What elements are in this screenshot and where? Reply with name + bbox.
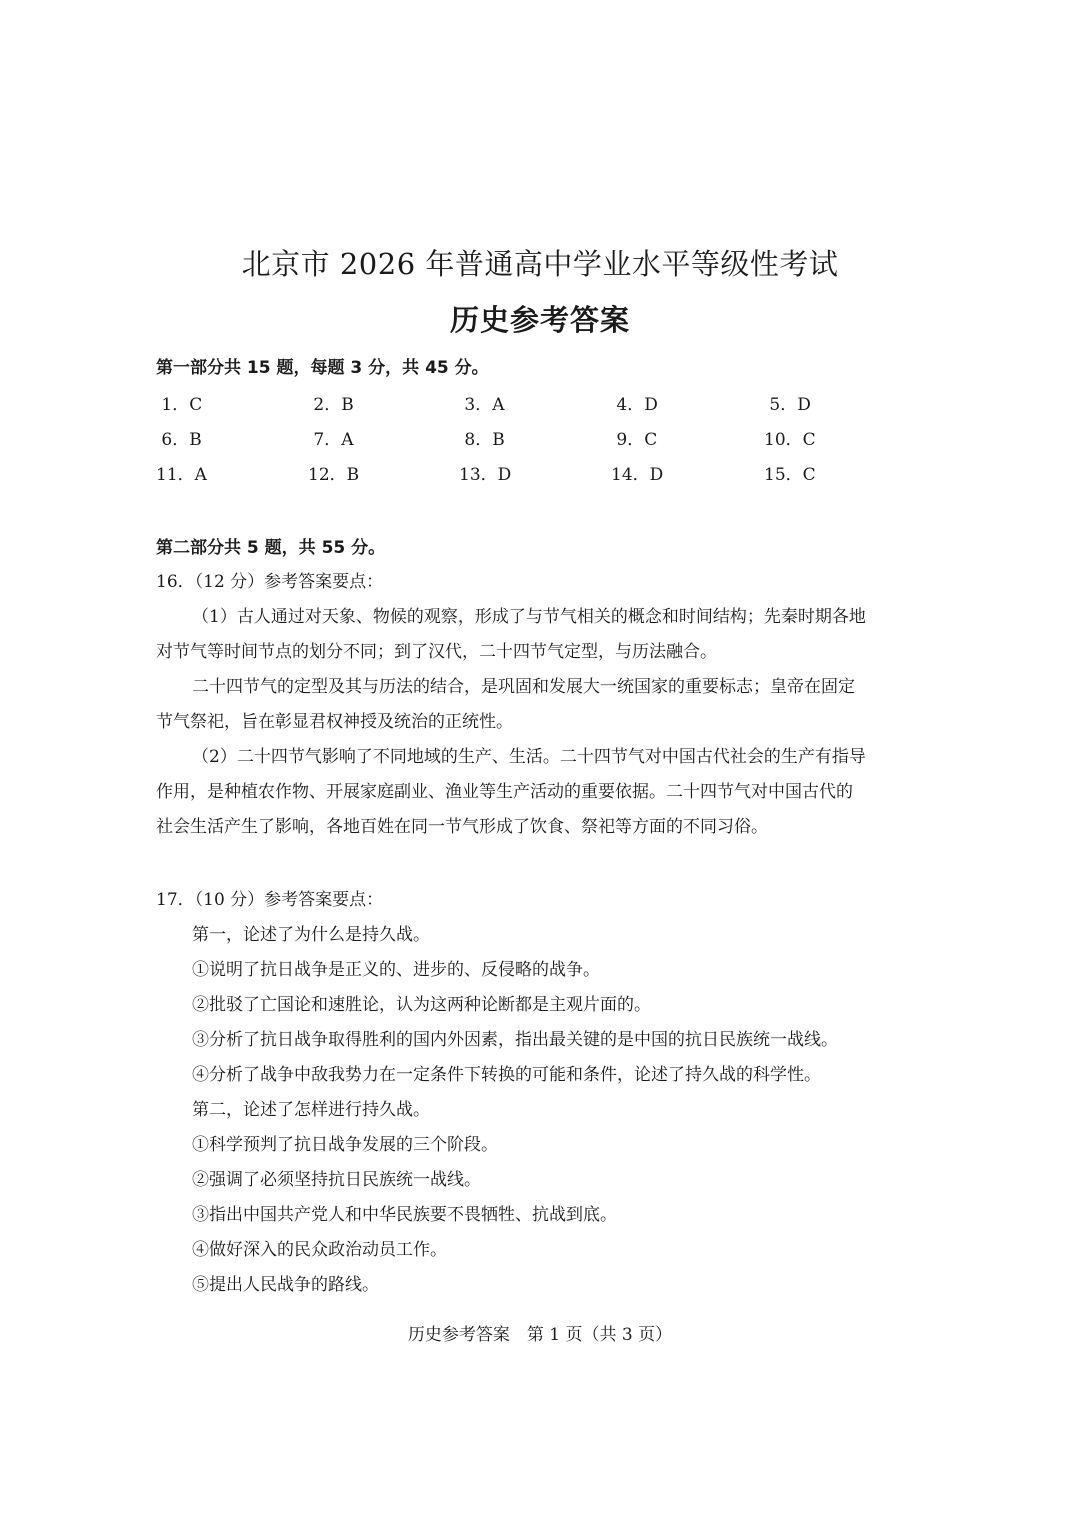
answer-point: ②强调了必须坚持抗日民族统一战线。 bbox=[192, 1170, 481, 1190]
answer-point: ③分析了抗日战争取得胜利的国内外因素，指出最关键的是中国的抗日民族统一战线。 bbox=[192, 1030, 838, 1050]
question-17 bbox=[156, 883, 926, 1303]
answer-grid bbox=[156, 392, 856, 497]
answer-item: 3．A bbox=[459, 395, 505, 415]
answer-paragraph-line: 二十四节气的定型及其与历法的结合，是巩固和发展大一统国家的重要标志；皇帝在固定 bbox=[192, 677, 855, 697]
answer-item: 5．D bbox=[764, 395, 811, 415]
part1-header: 第一部分共 15 题，每题 3 分，共 45 分。 bbox=[156, 358, 489, 378]
answer-item: 1．C bbox=[156, 395, 203, 415]
answer-point: ⑤提出人民战争的路线。 bbox=[192, 1275, 379, 1295]
answer-row bbox=[156, 462, 856, 497]
answer-point: ①说明了抗日战争是正义的、进步的、反侵略的战争。 bbox=[192, 960, 600, 980]
answer-item: 4．D bbox=[611, 395, 658, 415]
answer-paragraph-line: （1）古人通过对天象、物候的观察，形成了与节气相关的概念和时间结构；先秦时期各地 bbox=[192, 607, 866, 627]
answer-item: 11．A bbox=[156, 465, 207, 485]
answer-item: 2．B bbox=[308, 395, 354, 415]
exam-subtitle: 历史参考答案 bbox=[449, 303, 630, 337]
answer-paragraph-line: 对节气等时间节点的划分不同；到了汉代，二十四节气定型，与历法融合。 bbox=[156, 642, 717, 662]
answer-point: ④分析了战争中敌我势力在一定条件下转换的可能和条件，论述了持久战的科学性。 bbox=[192, 1065, 821, 1085]
question-16-heading: 16．（12 分）参考答案要点： bbox=[156, 572, 384, 592]
question-17-heading: 17．（10 分）参考答案要点： bbox=[156, 890, 384, 910]
answer-row bbox=[156, 427, 856, 462]
answer-item: 15．C bbox=[764, 465, 816, 485]
part2-header: 第二部分共 5 题，共 55 分。 bbox=[156, 538, 386, 558]
answer-item: 13．D bbox=[459, 465, 512, 485]
exam-title: 北京市 2026 年普通高中学业水平等级性考试 bbox=[241, 247, 839, 281]
answer-point: ②批驳了亡国论和速胜论，认为这两种论断都是主观片面的。 bbox=[192, 995, 651, 1015]
answer-point: ③指出中国共产党人和中华民族要不畏牺牲、抗战到底。 bbox=[192, 1205, 617, 1225]
answer-item: 9．C bbox=[611, 430, 658, 450]
answer-item: 10．C bbox=[764, 430, 816, 450]
answer-item: 8．B bbox=[459, 430, 505, 450]
answer-point: ④做好深入的民众政治动员工作。 bbox=[192, 1240, 447, 1260]
answer-item: 12．B bbox=[308, 465, 360, 485]
answer-point: 第一，论述了为什么是持久战。 bbox=[192, 925, 430, 945]
answer-point: ①科学预判了抗日战争发展的三个阶段。 bbox=[192, 1135, 498, 1155]
answer-item: 14．D bbox=[611, 465, 664, 485]
answer-item: 7．A bbox=[308, 430, 354, 450]
answer-item: 6．B bbox=[156, 430, 202, 450]
answer-paragraph-line: 社会生活产生了影响，各地百姓在同一节气形成了饮食、祭祀等方面的不同习俗。 bbox=[156, 817, 768, 837]
answer-paragraph-line: （2）二十四节气影响了不同地域的生产、生活。二十四节气对中国古代社会的生产有指导 bbox=[192, 747, 866, 767]
answer-paragraph-line: 作用，是种植农作物、开展家庭副业、渔业等生产活动的重要依据。二十四节气对中国古代的 bbox=[156, 782, 853, 802]
question-16 bbox=[156, 565, 926, 845]
page-footer: 历史参考答案 第 1 页（共 3 页） bbox=[407, 1325, 673, 1345]
answer-row bbox=[156, 392, 856, 427]
answer-point: 第二，论述了怎样进行持久战。 bbox=[192, 1100, 430, 1120]
answer-paragraph-line: 节气祭祀，旨在彰显君权神授及统治的正统性。 bbox=[156, 712, 513, 732]
